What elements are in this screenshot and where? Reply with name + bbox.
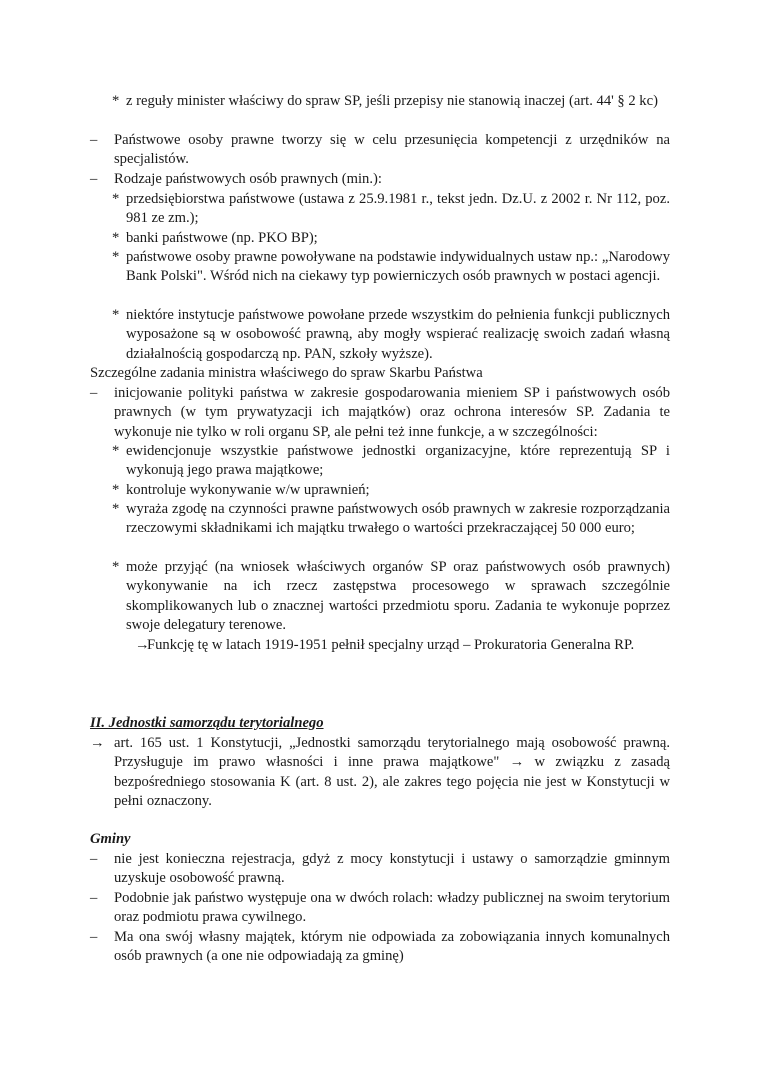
- list-item: [112, 481, 670, 500]
- list-item-text: inicjowanie polityki państwa w zakresie gospodarowania mieniem SP i państwowych osób prawnych (w tym prywatyzacji ich majątków) oraz ochrona interesów SP. Zadania te wykonuje nie tylko w roli organu SP, ale pełni też inne funkcje, a w szczególności:: [114, 385, 670, 440]
- list-item: [112, 92, 670, 111]
- star-bullet: *: [112, 482, 120, 498]
- list-item-text: kontroluje wykonywanie w/w uprawnień;: [126, 482, 370, 498]
- list-item-text: Państwowe osoby prawne tworzy się w celu przesunięcia kompetencji z urzędników na specjalistów.: [114, 132, 670, 168]
- list-item: [112, 558, 670, 636]
- note-text: Funkcję tę w latach 1919-1951 pełnił specjalny urząd – Prokuratoria Generalna RP.: [147, 637, 635, 653]
- list-item: [112, 500, 670, 539]
- list-item: [90, 889, 670, 928]
- dash-bullet: –: [90, 171, 98, 187]
- list-item: [112, 442, 670, 481]
- star-bullet: *: [112, 307, 120, 323]
- dash-bullet: –: [90, 385, 98, 401]
- list-item-text: Podobnie jak państwo występuje ona w dwóch rolach: władzy publicznej na swoim terytorium oraz podmiotu prawa cywilnego.: [114, 890, 670, 926]
- list-item-text: z reguły minister właściwy do spraw SP, jeśli przepisy nie stanowią inaczej (art. 44' § 2 kc): [126, 93, 658, 109]
- arrow-marker: →: [90, 735, 105, 751]
- star-bullet: *: [112, 191, 120, 207]
- list-item: [90, 928, 670, 967]
- list-item-text: wyraża zgodę na czynności prawne państwowych osób prawnych w zakresie rozporządzania rzeczowymi składnikami ich majątku trwałego o wartości przekraczającej 50 000 euro;: [126, 501, 670, 537]
- star-bullet: *: [112, 93, 120, 109]
- list-item-text: niektóre instytucje państwowe powołane przede wszystkim do pełnienia funkcji publicznych wyposażone są w osobowość prawną, aby mogły wspierać realizację swoich zadań własną działalnością gospodarczą np. PAN, szkoły wyższe).: [126, 307, 670, 362]
- list-item: [112, 229, 670, 248]
- dash-bullet: –: [90, 890, 98, 906]
- list-item: [112, 306, 670, 364]
- paragraph-text: art. 165 ust. 1 Konstytucji, „Jednostki samorządu terytorialnego mają osobowość prawną. Przysługuje im prawo własności i inne prawa majątkowe" → w związku z zasadą bezpośredniego stosowania K (art. 8 ust. 2), ale zakres tego pojęcia nie jest w Konstytucji w pełni oznaczony.: [114, 735, 670, 810]
- list-item: [90, 131, 670, 170]
- list-item: [112, 248, 670, 287]
- paragraph: [90, 734, 670, 812]
- dash-bullet: –: [90, 929, 98, 945]
- arrow-marker: →: [135, 637, 150, 653]
- list-item-text: banki państwowe (np. PKO BP);: [126, 230, 318, 246]
- subsection-heading: Gminy: [90, 831, 131, 847]
- list-item-text: nie jest konieczna rejestracja, gdyż z mocy konstytucji i ustawy o samorządzie gminnym uzyskuje osobowość prawną.: [114, 851, 670, 887]
- star-bullet: *: [112, 230, 120, 246]
- list-item-text: państwowe osoby prawne powoływane na podstawie indywidualnych ustaw np.: „Narodowy Bank Polski". Wśród nich na ciekawy typ powierniczych osób prawnych w postaci agencji.: [126, 249, 670, 285]
- list-item-text: Rodzaje państwowych osób prawnych (min.):: [114, 171, 382, 187]
- list-item-text: Ma ona swój własny majątek, którym nie odpowiada za zobowiązania innych komunalnych osób prawnych (a one nie odpowiadają za gminę): [114, 929, 670, 965]
- dash-bullet: –: [90, 851, 98, 867]
- star-bullet: *: [112, 249, 120, 265]
- star-bullet: *: [112, 559, 120, 575]
- section-heading: II. Jednostki samorządu terytorialnego: [90, 715, 324, 731]
- star-bullet: *: [112, 443, 120, 459]
- list-item: [90, 850, 670, 889]
- list-item: [112, 190, 670, 229]
- note-item: [135, 636, 670, 655]
- list-item-text: przedsiębiorstwa państwowe (ustawa z 25.9.1981 r., tekst jedn. Dz.U. z 2002 r. Nr 112, poz. 981 ze zm.);: [126, 191, 670, 227]
- list-item: [90, 170, 670, 189]
- list-item-text: może przyjąć (na wniosek właściwych organów SP oraz państwowych osób prawnych) wykonywanie na ich rzecz zastępstwa procesowego w sprawach szczególnie skomplikowanych lub o znacznej wartości przedmiotu sporu. Zadania te wykonuje poprzez swoje delegatury terenowe.: [126, 559, 670, 634]
- section-subtitle: Szczególne zadania ministra właściwego do spraw Skarbu Państwa: [90, 365, 483, 381]
- list-item: [90, 384, 670, 442]
- dash-bullet: –: [90, 132, 98, 148]
- list-item-text: ewidencjonuje wszystkie państwowe jednostki organizacyjne, które reprezentują SP i wykonują jego prawa majątkowe;: [126, 443, 670, 479]
- star-bullet: *: [112, 501, 120, 517]
